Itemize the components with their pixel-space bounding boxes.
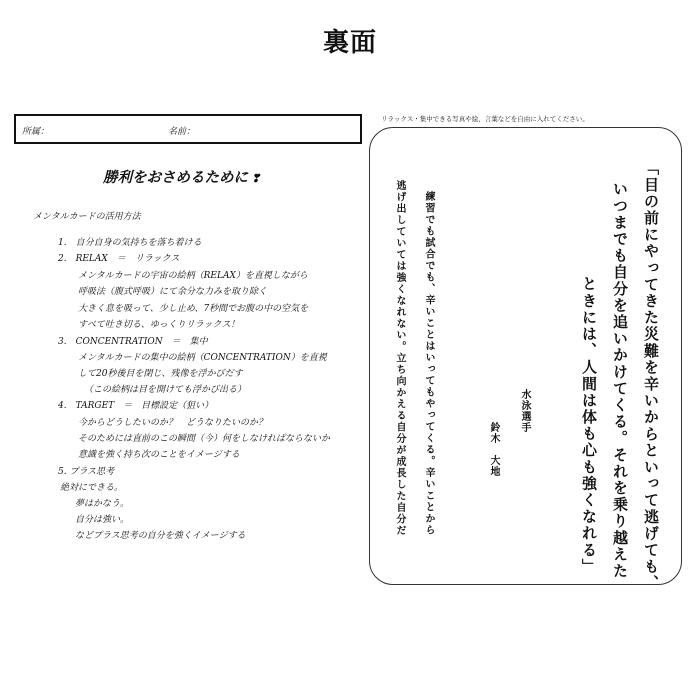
affiliation-label: 所属： bbox=[22, 127, 50, 137]
step-line: 3. CONCENTRATION ＝ 集中 bbox=[58, 337, 208, 347]
attribution-name: 鈴木 大地 bbox=[488, 422, 499, 477]
step-line: 今からどうしたいのか？ どうなりたいのか？ bbox=[78, 418, 268, 428]
quote-card bbox=[369, 127, 682, 585]
usage-title: メンタルカードの活用方法 bbox=[33, 212, 141, 222]
name-box bbox=[14, 114, 362, 144]
step-line: メンタルカードの集中の絵柄（CONCENTRATION）を直視 bbox=[78, 353, 327, 363]
attribution-title: 水泳選手 bbox=[519, 389, 530, 433]
step-line: （この絵柄は目を開けても浮かび出る） bbox=[84, 385, 247, 395]
page-title: 裏面 bbox=[322, 28, 377, 58]
step-line: そのためには直前のこの瞬間（今）何をしなければならないか bbox=[78, 434, 331, 444]
heart-exclamation-icon: ❣ bbox=[251, 172, 261, 185]
step-line: 意識を強く持ち次のことをイメージする bbox=[78, 450, 240, 460]
step-line: 1. 自分自身の気持ちを落ち着ける bbox=[58, 238, 202, 248]
name-label: 名前： bbox=[168, 127, 196, 137]
phrase-line: 逃げ出していては強くなれない。立ち向かえる自分が成長した自分だ bbox=[394, 180, 405, 537]
step-line: 呼吸法（腹式呼吸）にて余分な力みを取り除く bbox=[78, 287, 268, 297]
step-line: 大きく息を吸って、少し止め、7秒間でお腹の中の空気を bbox=[78, 304, 309, 314]
step-line: 2. RELAX ＝ リラックス bbox=[58, 254, 180, 264]
step-line: 夢はかなう。 bbox=[75, 499, 130, 509]
step-line: すべて吐き切る、ゆっくりリラックス！ bbox=[78, 320, 240, 330]
card-caption: リラックス・集中できる写真や絵、言葉などを自由に入れてください。 bbox=[381, 115, 589, 123]
quote-line: 「目の前にやってきた災難を辛いからといって逃げても、 bbox=[642, 160, 660, 592]
step-line: などプラス思考の自分を強くイメージする bbox=[75, 531, 246, 541]
step-line: メンタルカードの宇宙の絵柄（RELAX）を直視しながら bbox=[78, 271, 308, 281]
step-line: 自分は強い。 bbox=[75, 515, 130, 525]
quote-line: いつまでも自分を追いかけてくる。それを乗り越えた bbox=[611, 181, 629, 580]
step-line: して20秒後目を閉じ、残像を浮かびだす bbox=[78, 369, 243, 379]
phrase-line: 練習でも試合でも、辛いことはいってもやってくる。辛いことから bbox=[423, 191, 434, 536]
quote-line: ときには、人間は体も心も強くなれる」 bbox=[580, 276, 598, 575]
step-line: 5. プラス思考 bbox=[58, 467, 115, 477]
step-line: 絶対にできる。 bbox=[60, 483, 124, 493]
section-heading bbox=[103, 166, 260, 187]
step-line: 4. TARGET ＝ 目標設定（狙い） bbox=[58, 401, 214, 411]
heading-text: 勝利をおさめるために bbox=[103, 169, 248, 186]
